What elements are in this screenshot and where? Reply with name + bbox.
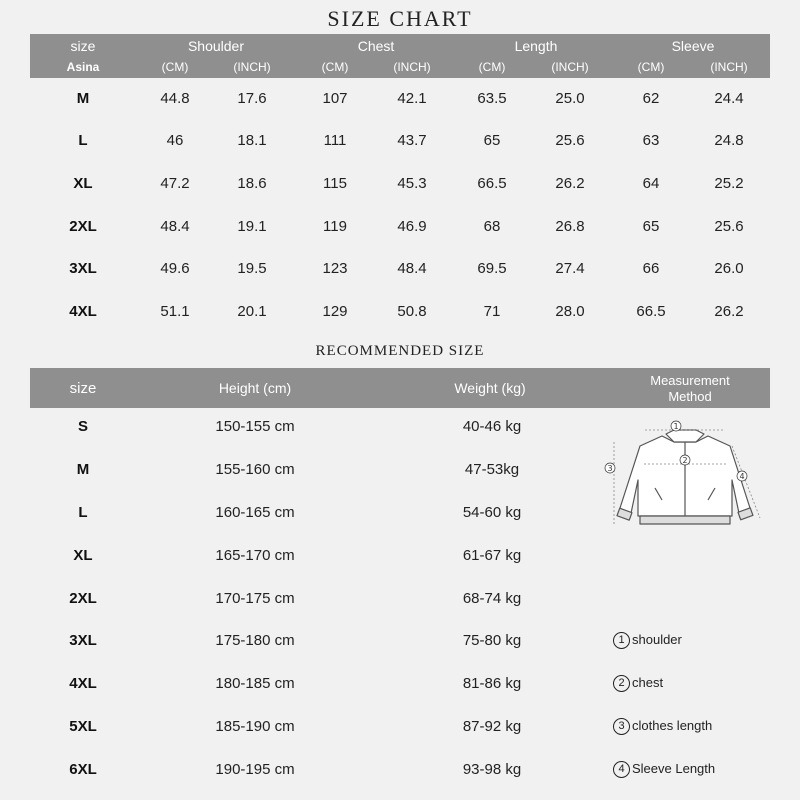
size-label: L <box>78 132 88 149</box>
table-cell: 26.8 <box>555 218 585 235</box>
note-text: chest <box>632 675 664 690</box>
table-cell: 119 <box>323 218 347 235</box>
table-cell: 65 <box>483 132 501 149</box>
table-cell: 18.6 <box>237 175 267 192</box>
table-cell: 170-175 cm <box>215 590 295 607</box>
table-cell: 180-185 cm <box>215 675 295 692</box>
table-cell: 19.5 <box>237 260 267 277</box>
note-clothes-length <box>613 718 712 735</box>
table-cell: 24.8 <box>714 132 744 149</box>
table-cell: 129 <box>322 303 348 320</box>
chart-subheader-8: (INCH) <box>710 60 748 74</box>
table-cell: 66.5 <box>477 175 507 192</box>
table-cell: 65 <box>642 218 660 235</box>
note-number: 1 <box>613 632 630 649</box>
table-cell: 49.6 <box>160 260 190 277</box>
chart-subheader-3: (CM) <box>321 60 349 74</box>
table-cell: 63.5 <box>477 90 507 107</box>
table-cell: 123 <box>322 260 348 277</box>
table-cell: 66 <box>642 260 660 277</box>
size-label: 2XL <box>69 590 97 607</box>
size-label: M <box>76 461 90 478</box>
table-cell: 25.6 <box>555 132 585 149</box>
table-cell: 115 <box>323 175 347 192</box>
chart-header-1: Shoulder <box>187 38 245 54</box>
jacket-measurement-diagram <box>600 418 770 536</box>
table-cell: 64 <box>642 175 660 192</box>
table-cell: 51.1 <box>160 303 190 320</box>
rec-header-method: Method <box>668 389 712 404</box>
table-cell: 160-165 cm <box>215 504 295 521</box>
size-label: 3XL <box>69 260 97 277</box>
table-cell: 165-170 cm <box>215 547 295 564</box>
table-cell: 111 <box>323 132 347 149</box>
size-label: 5XL <box>69 718 97 735</box>
size-label: 4XL <box>69 303 97 320</box>
table-cell: 28.0 <box>555 303 585 320</box>
chart-subheader-4: (INCH) <box>393 60 431 74</box>
size-label: XL <box>73 547 93 564</box>
rec-header-weight: Weight (kg) <box>454 380 526 396</box>
table-cell: 47.2 <box>160 175 190 192</box>
size-label: 4XL <box>69 675 97 692</box>
table-cell: 46 <box>166 132 184 149</box>
chart-subheader-1: (CM) <box>161 60 189 74</box>
size-label: 3XL <box>69 632 97 649</box>
rec-header-height: Height (cm) <box>218 380 292 396</box>
table-cell: 44.8 <box>160 90 190 107</box>
chart-header-3: Length <box>514 38 558 54</box>
table-cell: 18.1 <box>237 132 267 149</box>
table-cell: 47-53kg <box>464 461 520 478</box>
table-cell: 81-86 kg <box>462 675 522 692</box>
table-cell: 26.2 <box>714 303 744 320</box>
table-cell: 87-92 kg <box>462 718 522 735</box>
table-cell: 66.5 <box>636 303 666 320</box>
note-text: Sleeve Length <box>632 761 716 776</box>
table-cell: 25.6 <box>714 218 744 235</box>
table-cell: 155-160 cm <box>215 461 295 478</box>
table-cell: 20.1 <box>237 303 267 320</box>
chart-subheader-5: (CM) <box>478 60 506 74</box>
note-number: 2 <box>613 675 630 692</box>
table-cell: 61-67 kg <box>462 547 522 564</box>
note-sleeve-length <box>613 761 715 778</box>
table-cell: 50.8 <box>397 303 427 320</box>
table-cell: 71 <box>483 303 501 320</box>
table-cell: 63 <box>642 132 660 149</box>
table-cell: 54-60 kg <box>462 504 522 521</box>
rec-header-measurement: Measurement <box>650 373 730 388</box>
note-number: 4 <box>613 761 630 778</box>
table-cell: 175-180 cm <box>215 632 295 649</box>
table-cell: 45.3 <box>397 175 427 192</box>
size-label: L <box>78 504 88 521</box>
table-cell: 107 <box>322 90 348 107</box>
table-cell: 40-46 kg <box>462 418 522 435</box>
note-text: clothes length <box>632 718 713 733</box>
chart-subheader-2: (INCH) <box>233 60 271 74</box>
table-cell: 43.7 <box>397 132 427 149</box>
table-cell: 93-98 kg <box>462 761 522 778</box>
table-cell: 75-80 kg <box>462 632 522 649</box>
table-cell: 46.9 <box>397 218 427 235</box>
table-cell: 190-195 cm <box>215 761 295 778</box>
size-label: M <box>76 90 90 107</box>
chart-subheader-6: (INCH) <box>551 60 589 74</box>
chart-header-0: size <box>70 38 96 54</box>
chart-subheader-0: Asina <box>66 60 100 74</box>
table-cell: 24.4 <box>714 90 744 107</box>
note-text: shoulder <box>632 632 682 647</box>
table-cell: 48.4 <box>397 260 427 277</box>
jacket-collar <box>666 430 704 442</box>
table-cell: 25.0 <box>555 90 585 107</box>
table-cell: 26.2 <box>555 175 585 192</box>
diagram-label-3: 3 <box>607 464 613 473</box>
table-cell: 68 <box>483 218 501 235</box>
size-label: S <box>77 418 88 435</box>
table-cell: 27.4 <box>555 260 585 277</box>
chart-subheader-7: (CM) <box>637 60 665 74</box>
size-label: 6XL <box>69 761 97 778</box>
size-label: XL <box>73 175 93 192</box>
table-cell: 19.1 <box>237 218 267 235</box>
size-label: 2XL <box>69 218 97 235</box>
diagram-label-1: 1 <box>673 422 679 431</box>
chart-header-2: Chest <box>357 38 395 54</box>
table-cell: 185-190 cm <box>215 718 295 735</box>
table-cell: 69.5 <box>477 260 507 277</box>
size-chart-title: SIZE CHART <box>327 6 473 31</box>
table-cell: 62 <box>642 90 660 107</box>
note-number: 3 <box>613 718 630 735</box>
diagram-label-4: 4 <box>739 472 745 481</box>
table-cell: 25.2 <box>714 175 744 192</box>
table-cell: 26.0 <box>714 260 744 277</box>
diagram-label-2: 2 <box>682 456 688 465</box>
table-cell: 68-74 kg <box>462 590 522 607</box>
recommended-size-title: RECOMMENDED SIZE <box>315 343 485 359</box>
note-shoulder <box>613 632 682 649</box>
table-cell: 48.4 <box>160 218 190 235</box>
rec-header-size: size <box>69 380 97 397</box>
table-cell: 42.1 <box>397 90 427 107</box>
note-chest <box>613 675 663 692</box>
table-cell: 17.6 <box>237 90 267 107</box>
chart-header-4: Sleeve <box>671 38 715 54</box>
table-cell: 150-155 cm <box>215 418 295 435</box>
